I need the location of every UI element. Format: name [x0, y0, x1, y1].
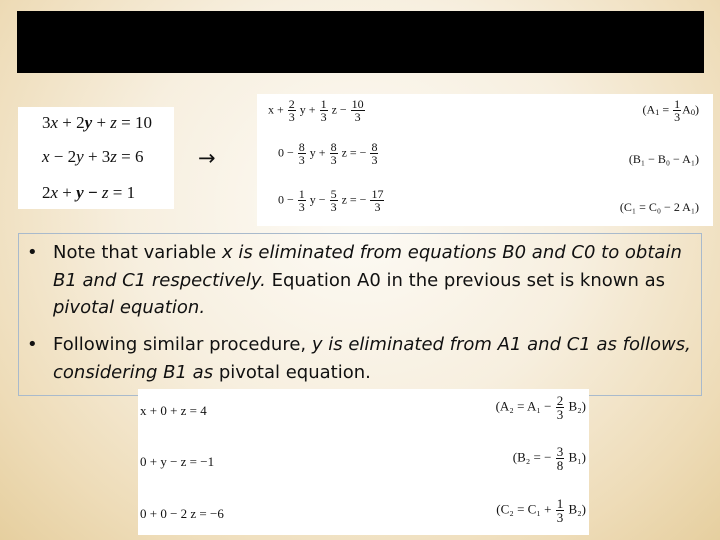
bullet-marker: •: [27, 242, 38, 263]
bullet-text-2: Following similar procedure, y is eliminated from A1 and C1 as follows, considering B1 as pivotal equation.: [53, 334, 691, 383]
note-c1: (C₁ = C₀ − 2 A₁): [619, 200, 699, 214]
note-b1: (B₁ − B₀ − A₁): [628, 152, 699, 166]
equation-a2: x + 0 + z = 4: [140, 403, 207, 418]
note-c2: (C₂ = C₁ + $\frac{1}{3}$ B₂): [496, 496, 586, 525]
intermediate-equations: [257, 94, 713, 226]
equation-b0: x − 2y + 3z = 6: [42, 147, 144, 166]
equation-c2: 0 + 0 − 2 z = −6: [140, 506, 224, 521]
equation-c1: 0 − $\frac{1}{3}$ y − $\frac{5}{3}$ z = − $\frac{17}{3}$: [278, 187, 384, 214]
bullet-marker: •: [27, 334, 38, 355]
equation-c0: 2x + y − z = 1: [42, 183, 136, 202]
note-a1: (A1 = $\frac{1}{3}$ A0): [642, 97, 699, 124]
original-equations: [18, 107, 174, 209]
explanation-box: [18, 233, 702, 396]
note-a2: (A₂ = A₁ − $\frac{2}{3}$ B₂): [495, 393, 586, 422]
equation-a0: 3x + 2y + z = 10: [42, 113, 152, 132]
equation-b2: 0 + y − z = −1: [140, 454, 215, 469]
right-arrow-icon: →: [198, 146, 216, 170]
title-bar: [17, 11, 704, 73]
note-b2: (B₂ = − $\frac{3}{8}$ B₁): [512, 444, 586, 473]
bullet-text-1: Note that variable x is eliminated from equations B0 and C0 to obtain B1 and C1 respectively. Equation A0 in the previous set is known as pivotal equation.: [53, 242, 682, 318]
equation-b1: 0 − $\frac{8}{3}$ y + $\frac{8}{3}$ z = − $\frac{8}{3}$: [278, 140, 378, 167]
final-equations: [138, 389, 589, 535]
equation-a1: x + $\frac{2}{3}$ y + $\frac{1}{3}$ z − $\frac{10}{3}$: [268, 97, 364, 124]
